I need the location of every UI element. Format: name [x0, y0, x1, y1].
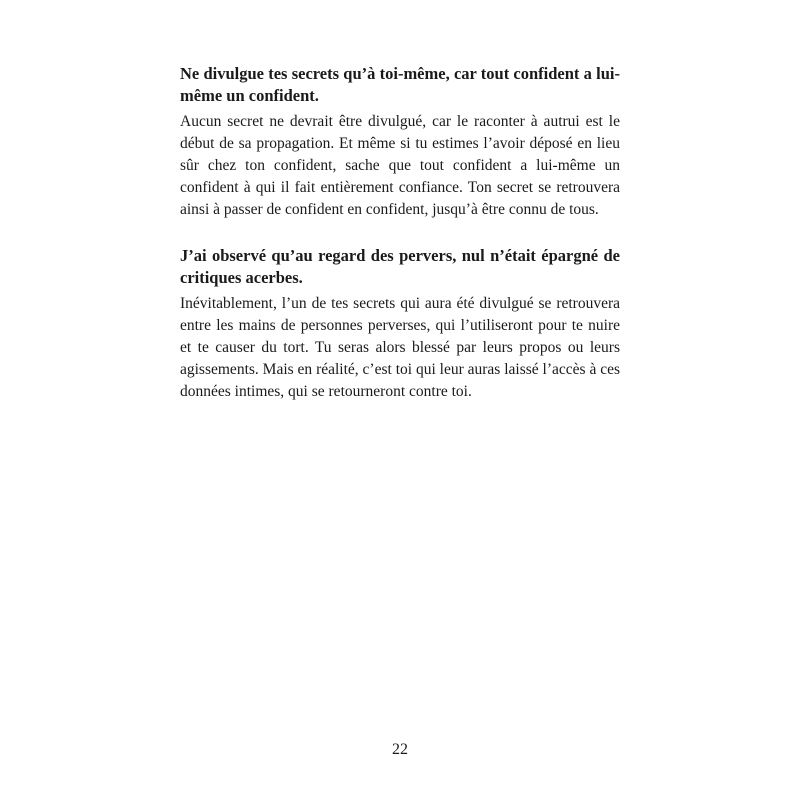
- page-number: 22: [392, 741, 408, 758]
- section-heading: Ne divulgue tes secrets qu’à toi-même, car tout confident a lui-même un confident.: [180, 64, 620, 105]
- section-pervers: [180, 245, 620, 403]
- section-secrets: [180, 63, 620, 221]
- section-paragraph: Aucun secret ne devrait être divulgué, car le raconter à autrui est le début de sa propagation. Et même si tu estimes l’avoir déposé en lieu sûr chez ton confident, sache que tout confident a lui-même un confident à qui il fait entièrement confiance. Ton secret se retrouvera ainsi à passer de confident en confident, jusqu’à être connu de tous.: [180, 113, 620, 218]
- section-heading: J’ai observé qu’au regard des pervers, nul n’était épargné de critiques acerbes.: [180, 246, 620, 287]
- page-content: [180, 63, 620, 403]
- section-paragraph: Inévitablement, l’un de tes secrets qui aura été divulgué se retrouvera entre les mains de personnes perverses, qui l’utiliseront pour te nuire et te causer du tort. Tu seras alors blessé par leurs propos ou leurs agissements. Mais en réalité, c’est toi qui leur auras laissé l’accès à ces données intimes, qui se retourneront contre toi.: [180, 295, 620, 400]
